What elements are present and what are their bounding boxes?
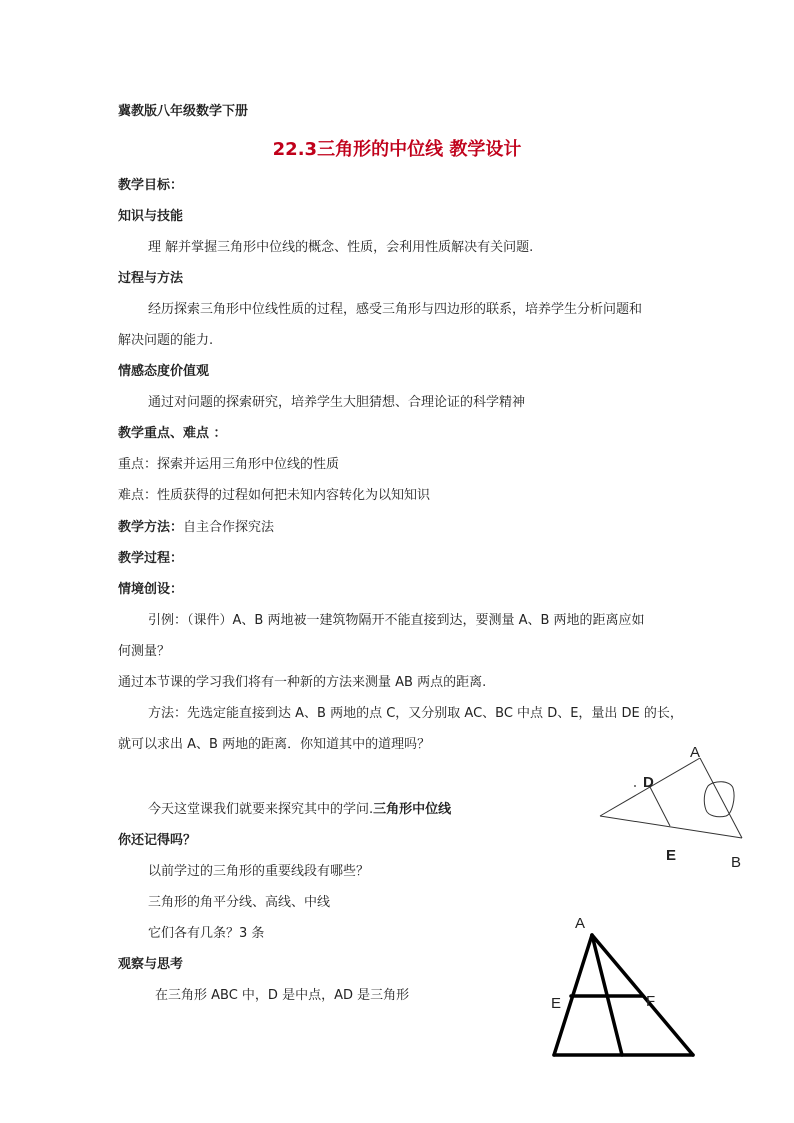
objectives-heading: 教学目标： bbox=[118, 178, 184, 193]
page-title: 22.3三角形的中位线 教学设计 bbox=[272, 139, 522, 160]
process-text-2: 解决问题的能力. bbox=[118, 333, 214, 348]
today-bold: 三角形中位线 bbox=[373, 802, 452, 817]
count-text: 它们各有几条？3 条 bbox=[148, 926, 265, 941]
method-value: 自主合作探究法 bbox=[183, 520, 275, 535]
segment-cb bbox=[600, 816, 742, 838]
label-d: D bbox=[643, 774, 654, 791]
recall-answer: 三角形的角平分线、高线、中线 bbox=[148, 895, 331, 910]
key-text: 重点：探索并运用三角形中位线的性质 bbox=[118, 457, 340, 472]
segment-de bbox=[650, 787, 670, 826]
method-label: 教学方法： bbox=[118, 520, 184, 535]
segment-ab bbox=[700, 758, 742, 838]
knowledge-text: 理 解并掌握三角形中位线的概念、性质，会利用性质解决有关问题. bbox=[148, 240, 534, 255]
today-text: 今天这堂课我们就要来探究其中的学问. bbox=[148, 802, 374, 817]
label-a: A bbox=[690, 744, 701, 761]
book-header: 冀教版八年级数学下册 bbox=[118, 104, 249, 119]
building-shape bbox=[704, 782, 734, 817]
recall-question: 以前学过的三角形的重要线段有哪些？ bbox=[148, 864, 370, 879]
knowledge-heading: 知识与技能 bbox=[118, 209, 184, 224]
difficulty-text: 难点：性质获得的过程如何把未知内容转化为以知知识 bbox=[118, 488, 431, 503]
recall-heading: 你还记得吗？ bbox=[118, 833, 197, 848]
procedure-heading: 教学过程： bbox=[118, 551, 184, 566]
label-f: F bbox=[646, 993, 656, 1010]
situation-heading: 情境创设： bbox=[118, 582, 184, 597]
method-line bbox=[118, 520, 274, 536]
process-heading: 过程与方法 bbox=[118, 271, 184, 286]
label-b: B bbox=[731, 854, 742, 871]
emotion-heading: 情感态度价值观 bbox=[118, 364, 210, 379]
keypoints-heading: 教学重点、难点 ： bbox=[118, 426, 227, 441]
figure-triangle-midline bbox=[540, 905, 710, 1065]
intro-text: 通过本节课的学习我们将有一种新的方法来测量 AB 两点的距离. bbox=[118, 675, 487, 690]
label-e: E bbox=[666, 847, 677, 864]
observe-text: 在三角形 ABC 中，D 是中点，AD 是三角形 bbox=[155, 988, 410, 1003]
process-text-1: 经历探索三角形中位线性质的过程，感受三角形与四边形的联系，培养学生分析问题和 bbox=[148, 302, 643, 317]
today-line bbox=[148, 802, 451, 818]
label-a: A bbox=[575, 915, 586, 932]
figure-measure-ab bbox=[590, 740, 760, 875]
example-text-1: 引例：（课件）A、B 两地被一建筑物隔开不能直接到达，要测量 A、B 两地的距离应如 bbox=[148, 613, 645, 628]
point-dot bbox=[634, 785, 636, 787]
method-text-2: 就可以求出 A、B 两地的距离．你知道其中的道理吗？ bbox=[118, 737, 431, 752]
method-text-1: 方法：先选定能直接到达 A、B 两地的点 C，又分别取 AC、BC 中点 D、E，量出 DE 的长， bbox=[148, 706, 683, 721]
emotion-text: 通过对问题的探索研究，培养学生大胆猜想、合理论证的科学精神 bbox=[148, 395, 526, 410]
label-e: E bbox=[551, 995, 562, 1012]
example-text-2: 何测量？ bbox=[118, 644, 171, 659]
observe-heading: 观察与思考 bbox=[118, 957, 184, 972]
